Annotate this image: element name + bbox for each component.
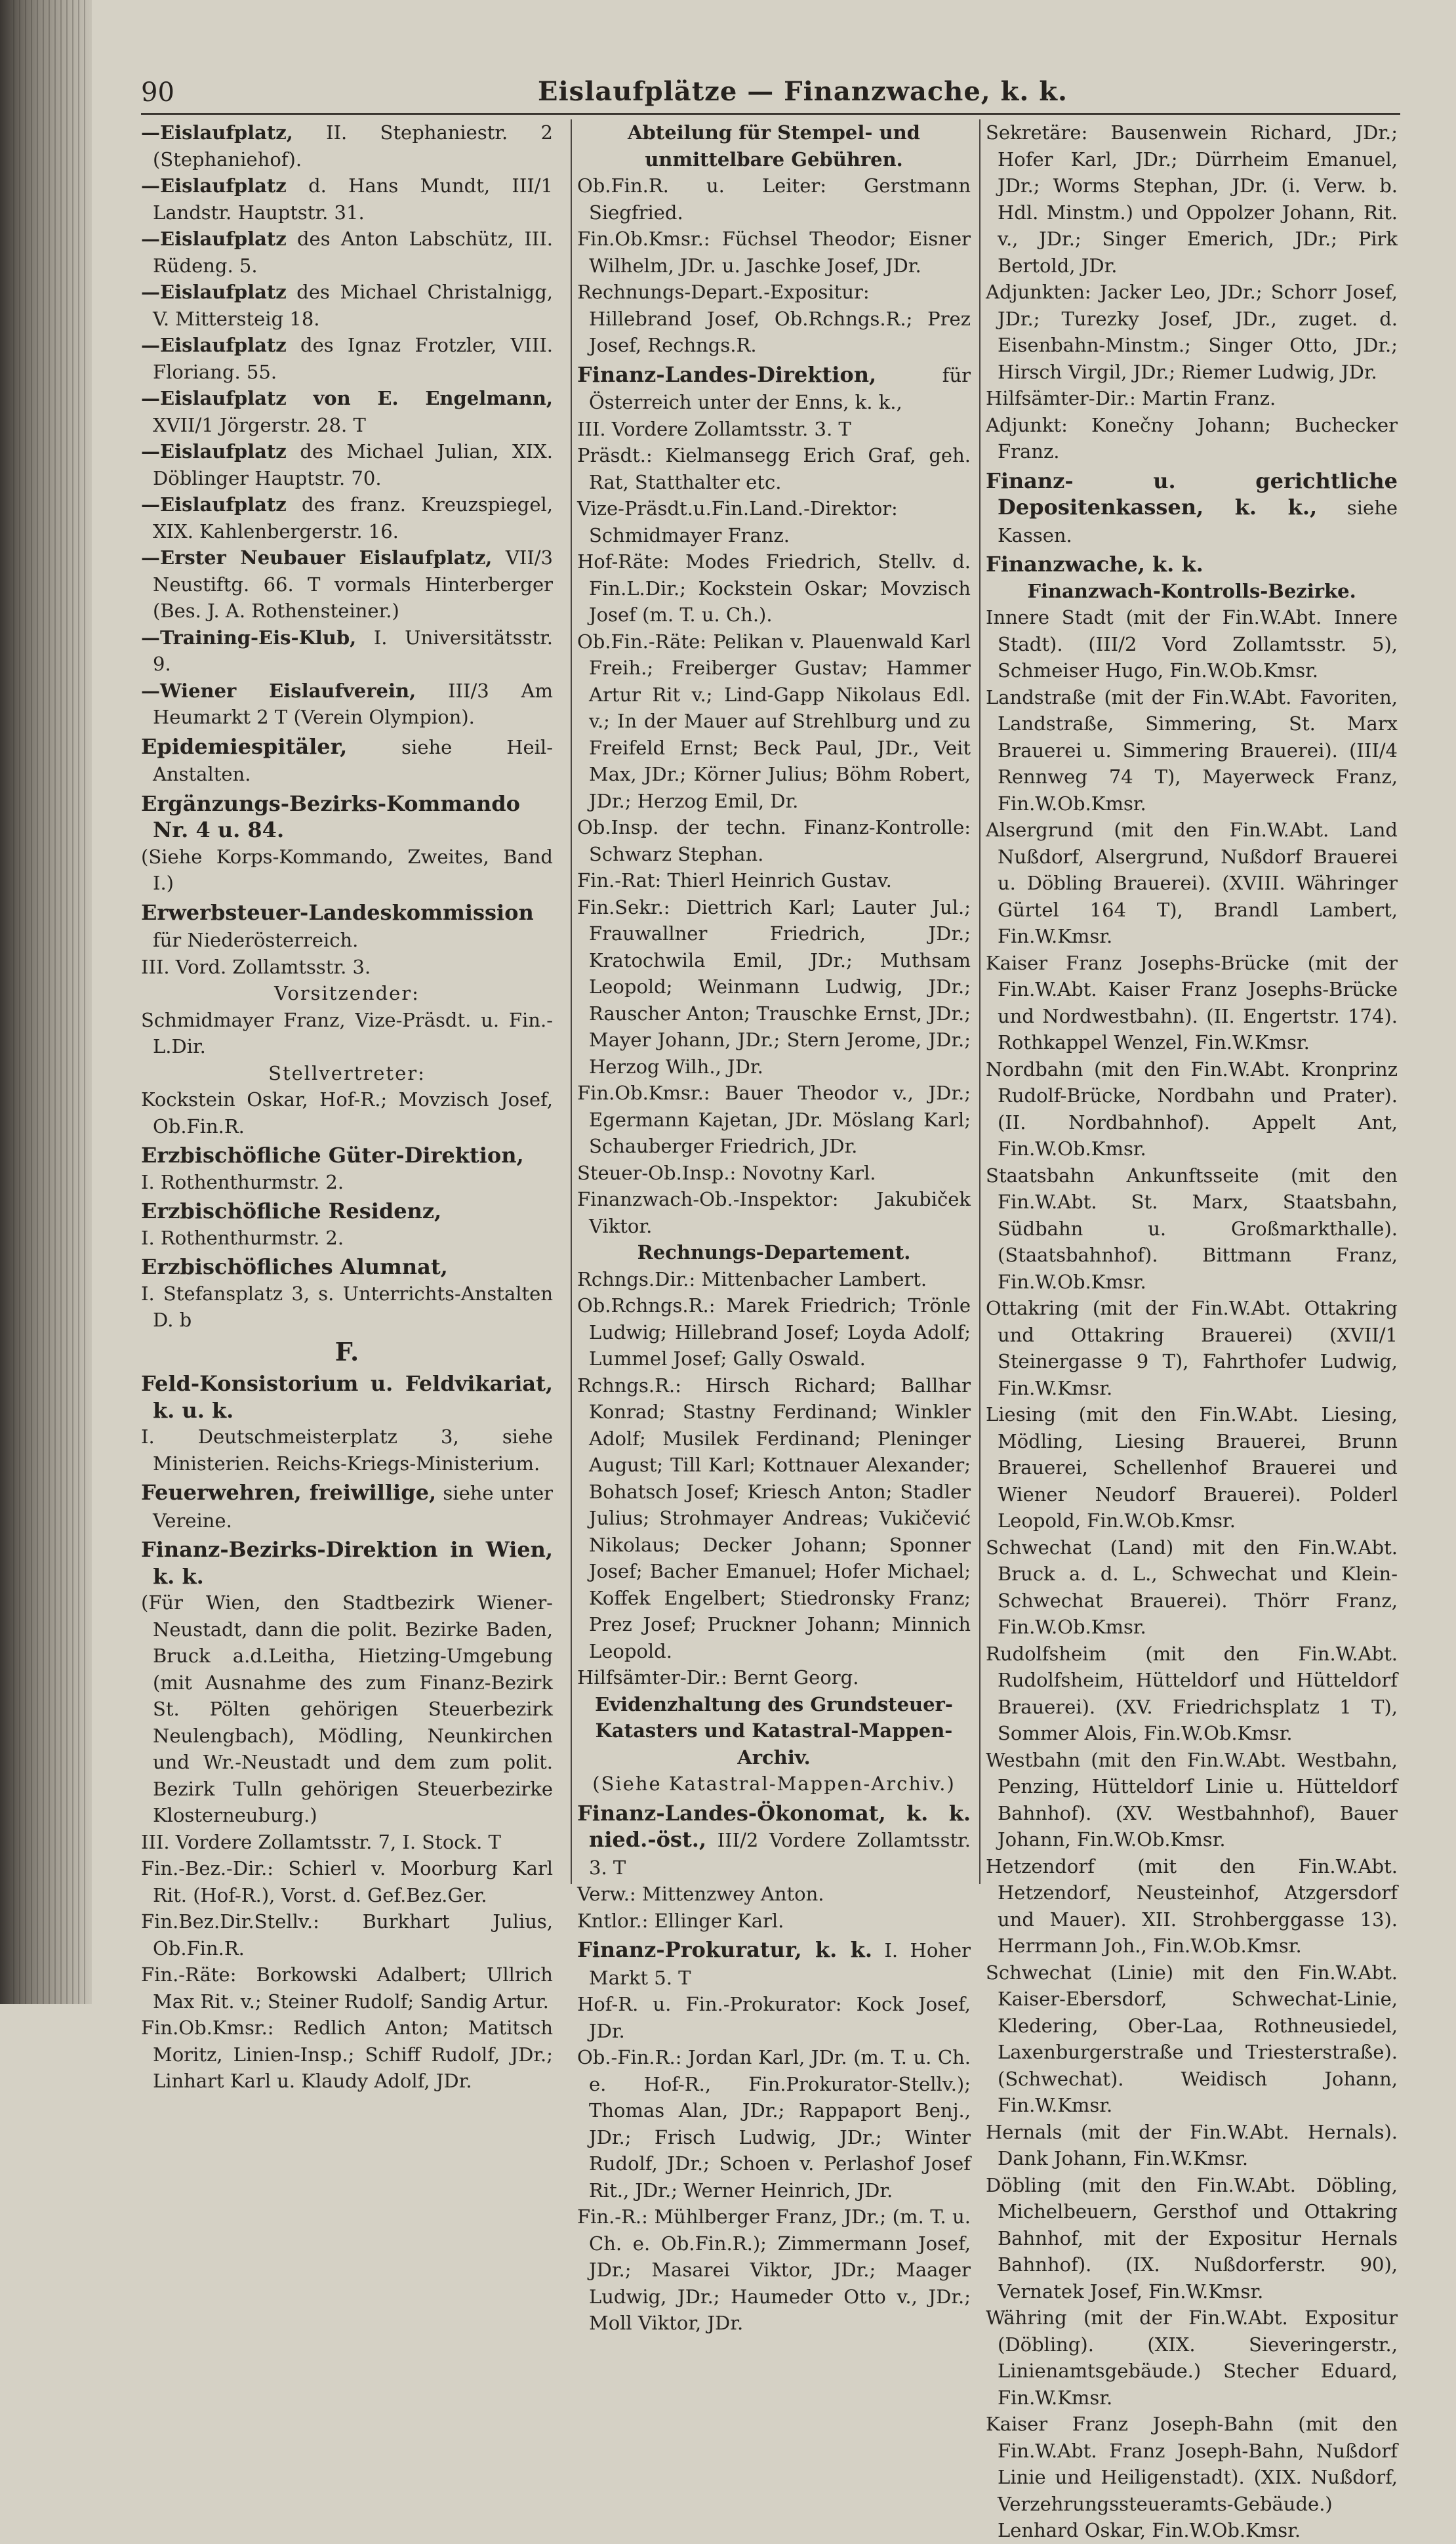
entry-text: Hilfsämter-Dir.: Martin Franz. <box>986 387 1276 409</box>
entry-text: siehe Kassen. <box>998 497 1398 546</box>
entry <box>577 173 971 226</box>
entry <box>577 548 971 628</box>
section-subheading <box>577 119 971 173</box>
section-subheading <box>141 980 553 1007</box>
entry <box>141 1007 553 1060</box>
entry-text: Kockstein Oskar, Hof-R.; Movzisch Josef, Ob.Fin.R. <box>141 1088 553 1138</box>
entry <box>577 894 971 1080</box>
entry <box>577 416 971 443</box>
entry <box>141 1908 553 1961</box>
entry-text: Kaiser Franz Joseph-Bahn (mit den Fin.W.Abt. Franz Joseph-Bahn, Nußdorf Linie und Heiligenstadt). (XIX. Nußdorf, Verzehrungssteueramts-Gebäude.) Lenhard Oskar, Fin.W.Ob.Kmsr. <box>986 2413 1398 2541</box>
entry-title: Ergänzungs-Bezirks-Kommando Nr. 4 u. 84. <box>141 790 520 842</box>
entry <box>577 495 971 548</box>
entry-text: Kntlor.: Ellinger Karl. <box>577 1909 784 1932</box>
entry <box>141 544 553 625</box>
entry <box>577 1186 971 1239</box>
entry <box>577 279 971 359</box>
entry <box>577 1664 971 1691</box>
entry <box>577 1160 971 1187</box>
entry-text: XVII/1 Jörgerstr. 28. T <box>153 413 366 436</box>
entry-title: Erzbischöfliches Alumnat, <box>141 1254 448 1279</box>
entry-title: —Eislaufplatz <box>141 281 287 303</box>
entry-text: III/2 Vordere Zollamtsstr. 3. T <box>589 1829 971 1879</box>
entry <box>986 604 1398 684</box>
entry <box>577 226 971 279</box>
entry-title: Finanz-Bezirks-Direktion in Wien, k. k. <box>141 1537 553 1589</box>
entry <box>577 1372 971 1665</box>
entry-text: Steuer-Ob.Insp.: Novotny Karl. <box>577 1161 876 1184</box>
entry <box>141 119 553 173</box>
entry-heading <box>141 1479 553 1534</box>
entry <box>986 1853 1398 1959</box>
entry-text: des Michael Christalnigg, V. Mittersteig 18. <box>153 281 553 330</box>
entry-title: Finanz- u. gerichtliche Depositenkassen, k. k., <box>986 468 1398 520</box>
entry-heading <box>577 361 971 416</box>
entry-text: Präsdt.: Kielmansegg Erich Graf, geh. Rat, Statthalter etc. <box>577 444 971 493</box>
entry-heading <box>141 1254 553 1281</box>
entry-text: Hilfsämter-Dir.: Bernt Georg. <box>577 1666 859 1689</box>
entry-title: Erwerbsteuer-Landeskommission <box>141 899 534 925</box>
entry <box>141 491 553 544</box>
entry-text: Rechnungs-Depart.-Expositur: Hillebrand Josef, Ob.Rchngs.R.; Prez Josef, Rechngs.R. <box>577 281 971 356</box>
entry-text: siehe Heil-Anstalten. <box>153 735 553 785</box>
header-rule <box>141 113 1400 115</box>
entry <box>141 279 553 332</box>
entry-text: des franz. Kreuzspiegel, XIX. Kahlenbergerstr. 16. <box>153 493 553 543</box>
entry <box>986 1056 1398 1162</box>
entry <box>577 1991 971 2044</box>
entry <box>986 2411 1398 2544</box>
entry-text: Ob.-Fin.R.: Jordan Karl, JDr. (m. T. u. Ch. e. Hof-R., Fin.Prokurator-Stellv.); Thomas Alan, JDr.; Rappaport Benj., JDr.; Frisch Ludwig, JDr.; Winter Rudolf, JDr.; Schoen v. Perlashof Josef Rit., JDr.; Werner Heinrich, JDr. <box>577 2046 971 2202</box>
entry <box>986 1959 1398 2119</box>
entry-text: III/3 Am Heumarkt 2 T (Verein Olympion). <box>153 679 554 728</box>
entry <box>986 412 1398 465</box>
entry-title: —Eislaufplatz <box>141 174 287 197</box>
entry-text: Verw.: Mittenzwey Anton. <box>577 1883 824 1905</box>
entry-text: Währing (mit der Fin.W.Abt. Expositur (Döbling). (XIX. Sieveringerstr., Linienamtsgebäude.) Stecher Eduard, Fin.W.Kmsr. <box>986 2307 1398 2409</box>
entry-text: Schwechat (Linie) mit den Fin.W.Abt. Kaiser-Ebersdorf, Schwechat-Linie, Kledering, Ober-Laa, Rothneusiedel, Laxenburgerstraße und Triesterstraße). (Schwechat). Weidisch Johann, Fin.W.Kmsr. <box>986 1961 1398 2116</box>
entry-title: Feld-Konsistorium u. Feldvikariat, k. u. k. <box>141 1371 553 1423</box>
column-3 <box>986 119 1398 2544</box>
entry-text: Fin.Ob.Kmsr.: Bauer Theodor v., JDr.; Egermann Kajetan, JDr. Möslang Karl; Schauberger Friedrich, JDr. <box>577 1082 971 1157</box>
entry-text: Schwechat (Land) mit den Fin.W.Abt. Bruck a. d. L., Schwechat und Klein-Schwechat Brauerei). Thörr Franz, Fin.W.Ob.Kmsr. <box>986 1536 1398 1638</box>
entry-text: Alsergrund (mit den Fin.W.Abt. Land Nußdorf, Alsergrund, Nußdorf Brauerei u. Döbling Brauerei). (XVIII. Währinger Gürtel 164 T), Brandl Lambert, Fin.W.Kmsr. <box>986 819 1398 947</box>
entry <box>577 814 971 867</box>
entry-heading <box>141 1142 553 1169</box>
entry <box>141 1086 553 1139</box>
entry-text: (Für Wien, den Stadtbezirk Wiener-Neustadt, dann die polit. Bezirke Baden, Bruck a.d.Leitha, Hietzing-Umgebung (mit Ausnahme des zum Finanz-Bezirk St. Pölten gehörigen Steuerbezirk Neulengbach), Mödling, Neunkirchen und Wr.-Neustadt und dem zum polit. Bezirk Tulln gehörigen Steuerbezirke Klosterneuburg.) <box>141 1591 553 1826</box>
running-head: Eislaufplätze — Finanzwache, k. k. <box>538 76 1068 107</box>
entry-title: —Erster Neubauer Eislaufplatz, <box>141 546 493 569</box>
entry-heading <box>141 1198 553 1225</box>
entry-title: Finanz-Prokuratur, k. k. <box>577 1937 872 1962</box>
section-subheading <box>577 1239 971 1266</box>
entry <box>986 119 1398 279</box>
entry-text: Ob.Rchngs.R.: Marek Friedrich; Trönle Ludwig; Hillebrand Josef; Loyda Adolf; Lummel Josef; Gally Oswald. <box>577 1294 971 1370</box>
entry-text: Finanzwach-Ob.-Inspektor: Jakubiček Viktor. <box>577 1188 971 1237</box>
entry-text: I. Deutschmeisterplatz 3, siehe Ministerien. Reichs-Kriegs-Ministerium. <box>141 1426 553 1475</box>
entry <box>141 1281 553 1334</box>
entry <box>141 1829 553 1856</box>
entry-title: —Eislaufplatz <box>141 228 287 250</box>
section-letter <box>141 1336 553 1366</box>
entry-title: Finanz-Landes-Direktion, <box>577 361 877 387</box>
entry-text: Rudolfsheim (mit den Fin.W.Abt. Rudolfsheim, Hütteldorf und Hütteldorf Brauerei). (XV. Friedrichsplatz 1 T), Sommer Alois, Fin.W.Ob.Kmsr. <box>986 1642 1398 1744</box>
entry-text: Rechnungs-Departement. <box>637 1241 911 1263</box>
entry-text: (Siehe Katastral-Mappen-Archiv.) <box>592 1773 956 1795</box>
entry-text: Hof-R. u. Fin.-Prokurator: Kock Josef, JDr. <box>577 1993 971 2042</box>
entry <box>986 1401 1398 1534</box>
entry <box>141 1855 553 1908</box>
entry <box>986 1534 1398 1641</box>
entry <box>141 954 553 981</box>
entry-heading <box>577 1937 971 1991</box>
entry <box>986 1641 1398 1747</box>
entry-title: —Wiener Eislaufverein, <box>141 679 416 702</box>
entry-text: I. Universitätsstr. 9. <box>153 626 553 675</box>
entry <box>577 2044 971 2204</box>
entry <box>141 1225 553 1252</box>
entry-text: für Niederösterreich. <box>153 929 359 951</box>
column-1 <box>141 119 553 2095</box>
entry-text: II. Stephaniestr. 2 (Stephaniehof). <box>153 121 553 171</box>
entry-text: Ob.Insp. der techn. Finanz-Kontrolle: Schwarz Stephan. <box>577 816 971 865</box>
entry-title: —Training-Eis-Klub, <box>141 626 357 649</box>
book-binding-edge <box>0 0 92 2004</box>
entry-text: Stellvertreter: <box>268 1061 426 1084</box>
entry-heading <box>141 790 553 844</box>
entry <box>141 1590 553 1829</box>
entry-title: —Eislaufplatz, <box>141 121 293 144</box>
entry <box>141 1169 553 1196</box>
entry <box>986 2119 1398 2172</box>
entry <box>986 817 1398 950</box>
entry-text: I. Rothenthurmstr. 2. <box>141 1170 344 1193</box>
entry-heading <box>141 1536 553 1590</box>
entry-text: Finanzwach-Kontrolls-Bezirke. <box>1027 579 1356 602</box>
entry-text: Ottakring (mit der Fin.W.Abt. Ottakring und Ottakring Brauerei) (XVII/1 Steinergasse 9 T), Fahrthofer Ludwig, Fin.W.Kmsr. <box>986 1297 1398 1399</box>
entry-heading <box>986 551 1398 578</box>
entry <box>986 1162 1398 1296</box>
entry <box>986 1295 1398 1401</box>
entry <box>141 625 553 678</box>
page-stack-lines <box>13 0 85 2004</box>
entry-heading <box>141 899 553 954</box>
entry-text: Fin.Ob.Kmsr.: Redlich Anton; Matitsch Moritz, Linien-Insp.; Schiff Rudolf, JDr.; Linhart Karl u. Klaudy Adolf, JDr. <box>141 2017 553 2092</box>
entry-text: Fin.Bez.Dir.Stellv.: Burkhart Julius, Ob.Fin.R. <box>141 1910 553 1959</box>
entry-text: Vize-Präsdt.u.Fin.Land.-Direktor: Schmidmayer Franz. <box>577 497 898 546</box>
entry-title: Erzbischöfliche Residenz, <box>141 1199 442 1223</box>
entry-text: Ob.Fin.R. u. Leiter: Gerstmann Siegfried. <box>577 174 971 224</box>
entry-text: I. Rothenthurmstr. 2. <box>141 1226 344 1249</box>
entry-text: Evidenzhaltung des Grundsteuer-Katasters und Katastral-Mappen-Archiv. <box>595 1693 953 1769</box>
entry-text: Adjunkt: Konečny Johann; Buchecker Franz. <box>986 413 1398 462</box>
entry <box>986 950 1398 1056</box>
entry-title: —Eislaufplatz <box>141 334 287 356</box>
entry-text: I. Hoher Markt 5. T <box>589 1939 971 1989</box>
entry-text: Fin.-Rat: Thierl Heinrich Gustav. <box>577 869 892 892</box>
entry-text: III. Vord. Zollamtsstr. 3. <box>141 955 371 978</box>
entry-text: Abteilung für Stempel- und unmittelbare Gebühren. <box>628 121 920 171</box>
column-divider <box>979 119 981 1884</box>
entry-text: Adjunkten: Jacker Leo, JDr.; Schorr Josef, JDr.; Turezky Josef, JDr., zuget. d. Eisenbahn-Minstm.; Singer Otto, JDr.; Hirsch Virgil, JDr.; Riemer Ludwig, JDr. <box>986 281 1398 383</box>
entry-text: Fin.Sekr.: Diettrich Karl; Lauter Jul.; Frauwallner Friedrich, JDr.; Kratochwila Emil, JDr.; Muthsam Leopold; Weinmann Ludwig, JDr.; Rauscher Anton; Trauschke Ernst, JDr.; Mayer Johann, JDr.; Stern Jerome, JDr.; Herzog Wilh., JDr. <box>577 895 971 1078</box>
page-number: 90 <box>141 77 174 108</box>
entry-heading <box>141 1370 553 1424</box>
entry-text: Nordbahn (mit den Fin.W.Abt. Kronprinz Rudolf-Brücke, Nordbahn und Prater). (II. Nordbahnhof). Appelt Ant, Fin.W.Ob.Kmsr. <box>986 1057 1398 1160</box>
entry <box>141 173 553 226</box>
section-subheading <box>577 1691 971 1771</box>
entry-text: des Michael Julian, XIX. Döblinger Hauptstr. 70. <box>153 440 553 489</box>
column-divider <box>571 119 572 1884</box>
section-subheading <box>986 578 1398 605</box>
entry-title: —Eislaufplatz <box>141 440 287 462</box>
entry-text: Vorsitzender: <box>274 982 420 1004</box>
section-subheading <box>141 1060 553 1087</box>
entry <box>986 279 1398 385</box>
entry-text: III. Vordere Zollamtsstr. 7, I. Stock. T <box>141 1830 501 1853</box>
entry-text: Hernals (mit der Fin.W.Abt. Hernals). Dank Johann, Fin.W.Kmsr. <box>986 2120 1398 2169</box>
entry-text: Staatsbahn Ankunftsseite (mit den Fin.W.Abt. St. Marx, Staatsbahn, Südbahn u. Großmarkthalle). (Staatsbahnhof). Bittmann Franz, Fin.W.Ob.Kmsr. <box>986 1164 1398 1293</box>
entry-text: Fin.Ob.Kmsr.: Füchsel Theodor; Eisner Wilhelm, JDr. u. Jaschke Josef, JDr. <box>577 228 971 277</box>
entry-text: d. Hans Mundt, III/1 Landstr. Hauptstr. 31. <box>153 174 553 224</box>
entry-text: des Ignaz Frotzler, VIII. Floriang. 55. <box>153 334 553 383</box>
entry <box>986 2172 1398 2305</box>
entry-text: F. <box>334 1336 359 1366</box>
entry-text: Fin.-R.: Mühlberger Franz, JDr.; (m. T. u. Ch. e. Ob.Fin.R.); Zimmermann Josef, JDr.; Masarei Viktor, JDr.; Maager Ludwig, JDr.; Haumeder Otto v., JDr.; Moll Viktor, JDr. <box>577 2205 971 2334</box>
entry <box>577 442 971 495</box>
entry-text: Liesing (mit den Fin.W.Abt. Liesing, Mödling, Liesing Brauerei, Brunn Brauerei, Schellenhof Brauerei und Wiener Neudorf Brauerei). Polderl Leopold, Fin.W.Ob.Kmsr. <box>986 1403 1398 1532</box>
entry <box>141 844 553 897</box>
entry <box>141 332 553 385</box>
entry-text: Ob.Fin.-Räte: Pelikan v. Plauenwald Karl Freih.; Freiberger Gustav; Hammer Artur Rit v.; Lind-Gapp Nikolaus Edl. v.; In der Mauer auf Strehlburg und zu Freifeld Ernst; Beck Paul, JDr., Veit Max, JDr.; Körner Julius; Böhm Robert, JDr.; Herzog Emil, Dr. <box>577 630 971 812</box>
entry-text: Schmidmayer Franz, Vize-Präsdt. u. Fin.-L.Dir. <box>141 1008 553 1057</box>
entry-heading <box>141 733 553 788</box>
entry-title: Finanzwache, k. k. <box>986 552 1203 577</box>
entry-text: Döbling (mit den Fin.W.Abt. Döbling, Michelbeuern, Gersthof und Ottakring Bahnhof, mit der Expositur Hernals Bahnhof). (IX. Nußdorferstr. 90), Vernatek Josef, Fin.W.Kmsr. <box>986 2173 1398 2303</box>
entry <box>986 684 1398 817</box>
entry <box>577 628 971 815</box>
entry <box>577 1292 971 1372</box>
entry-text: I. Stefansplatz 3, s. Unterrichts-Anstalten D. b <box>141 1282 553 1331</box>
entry <box>577 1266 971 1293</box>
entry <box>577 1908 971 1935</box>
entry-text: Hetzendorf (mit den Fin.W.Abt. Hetzendorf, Neusteinhof, Atzgersdorf und Mauer). XII. Strohberggasse 13). Herrmann Joh., Fin.W.Ob.Kmsr. <box>986 1855 1398 1957</box>
entry-text: Landstraße (mit der Fin.W.Abt. Favoriten, Landstraße, Simmering, St. Marx Brauerei u. Simmering Brauerei). (III/4 Rennweg 74 T), Mayerweck Franz, Fin.W.Ob.Kmsr. <box>986 686 1398 815</box>
entry-text: III. Vordere Zollamtsstr. 3. T <box>577 417 851 440</box>
entry <box>577 867 971 894</box>
entry-text: Rchngs.R.: Hirsch Richard; Ballhar Konrad; Stastny Ferdinand; Winkler Adolf; Musilek Ferdinand; Pleninger August; Till Karl; Kottnauer Alexander; Bohatsch Josef; Kriesch Anton; Stadler Julius; Strohmayer Andreas; Vukičević Nikolaus; Decker Johann; Sponner Josef; Bacher Emanuel; Hofer Michael; Koffek Engelbert; Stiedronsky Franz; Prez Josef; Pruckner Johann; Minnich Leopold. <box>577 1374 971 1662</box>
entry <box>141 1961 553 2015</box>
entry <box>577 2204 971 2337</box>
entry <box>141 678 553 731</box>
entry-text: des Anton Labschütz, III. Rüdeng. 5. <box>153 228 553 277</box>
entry <box>141 226 553 279</box>
entry-title: —Eislaufplatz <box>141 493 287 516</box>
entry-text: für Österreich unter der Enns, k. k., <box>589 363 971 413</box>
entry-text: Sekretäre: Bausenwein Richard, JDr.; Hofer Karl, JDr.; Dürrheim Emanuel, JDr.; Worms Stephan, JDr. (i. Verw. b. Hdl. Minstm.) und Oppolzer Johann, Rit. v., JDr.; Singer Emerich, JDr.; Pirk Bertold, JDr. <box>986 121 1398 277</box>
entry-title: Erzbischöfliche Güter-Direktion, <box>141 1143 524 1168</box>
entry-text: VII/3 Neustiftg. 66. T vormals Hinterberger (Bes. J. A. Rothensteiner.) <box>153 546 553 622</box>
entry-title: —Eislaufplatz von E. Engelmann, <box>141 387 553 409</box>
entry-text: Rchngs.Dir.: Mittenbacher Lambert. <box>577 1267 927 1290</box>
entry-title: Feuerwehren, freiwillige, <box>141 1480 437 1505</box>
entry <box>577 1080 971 1160</box>
section-subheading <box>577 1771 971 1797</box>
entry-text: Kaiser Franz Josephs-Brücke (mit der Fin.W.Abt. Kaiser Franz Josephs-Brücke und Nordwestbahn). (II. Engertstr. 174). Rothkappel Wenzel, Fin.W.Kmsr. <box>986 951 1398 1054</box>
entry-text: Fin.-Räte: Borkowski Adalbert; Ullrich Max Rit. v.; Steiner Rudolf; Sandig Artur. <box>141 1963 553 2013</box>
entry-text: siehe unter Vereine. <box>153 1482 553 1532</box>
entry <box>141 385 553 438</box>
entry <box>141 1424 553 1477</box>
entry-text: Fin.-Bez.-Dir.: Schierl v. Moorburg Karl Rit. (Hof-R.), Vorst. d. Gef.Bez.Ger. <box>141 1857 553 1906</box>
entry-text: Westbahn (mit den Fin.W.Abt. Westbahn, Penzing, Hütteldorf Linie u. Hütteldorf Bahnhof). (XV. Westbahnhof), Bauer Johann, Fin.W.Ob.Kmsr. <box>986 1748 1398 1851</box>
entry <box>141 438 553 491</box>
entry-title: Epidemiespitäler, <box>141 733 348 759</box>
entry-text: (Siehe Korps-Kommando, Zweites, Band I.) <box>141 845 553 894</box>
entry-title: Finanz-Landes-Ökonomat, k. k. nied.-öst., <box>577 1800 971 1852</box>
entry <box>577 1881 971 1908</box>
entry-text: Innere Stadt (mit der Fin.W.Abt. Innere Stadt). (III/2 Vord Zollamtsstr. 5), Schmeiser Hugo, Fin.W.Ob.Kmsr. <box>986 606 1398 682</box>
entry <box>986 2305 1398 2411</box>
entry <box>141 2015 553 2095</box>
entry-heading <box>986 468 1398 549</box>
entry-text: Hof-Räte: Modes Friedrich, Stellv. d. Fin.L.Dir.; Kockstein Oskar; Movzisch Josef (m. T. u. Ch.). <box>577 550 971 626</box>
entry <box>986 1747 1398 1853</box>
entry <box>986 385 1398 412</box>
entry-heading <box>577 1800 971 1881</box>
